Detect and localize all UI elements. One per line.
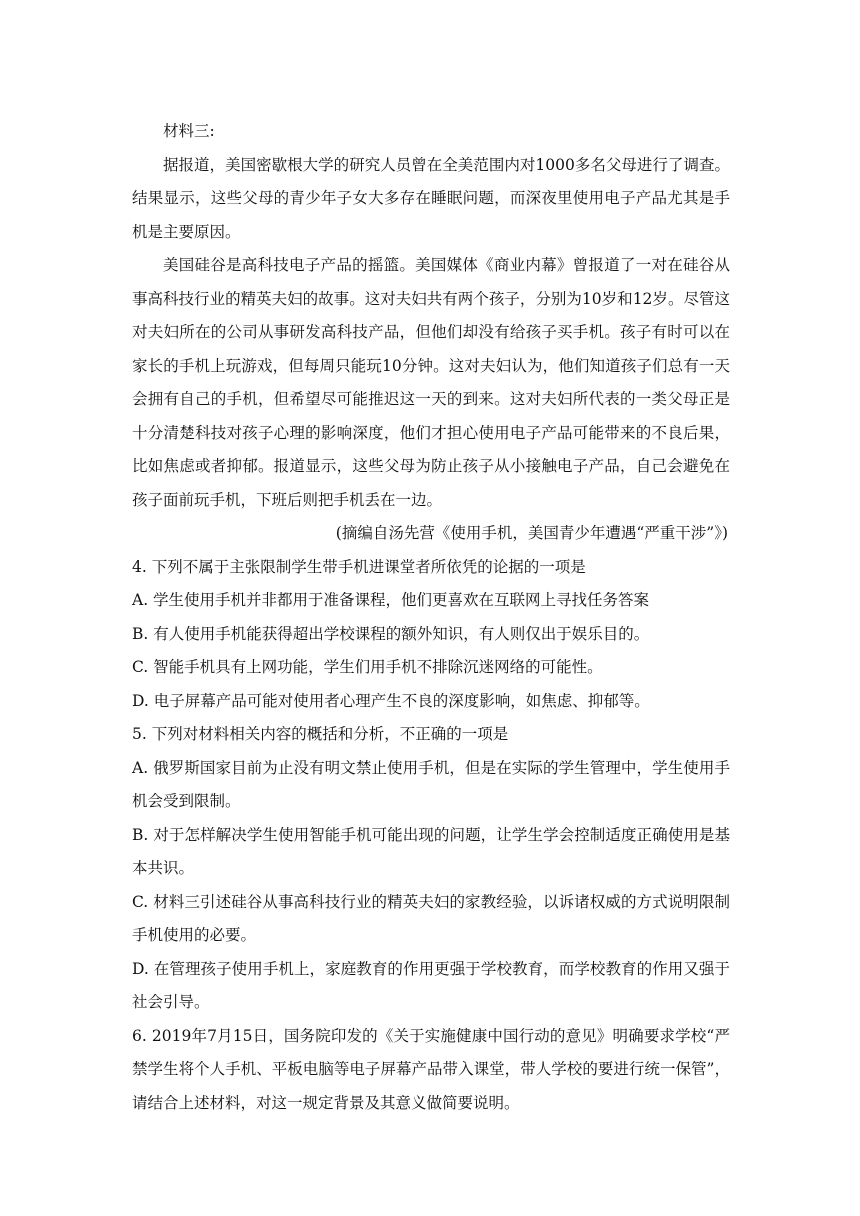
question-4-option-b: B. 有人使用手机能获得超出学校课程的额外知识，有人则仅出于娱乐目的。 [132,624,650,643]
question-5-option-c: C. 材料三引述硅谷从事高科技行业的精英夫妇的家教经验，以诉诸权威的方式说明限制手机使用的必要。 [132,892,730,944]
question-4-option-d: D. 电子屏幕产品可能对使用者心理产生不良的深度影响，如焦虑、抑郁等。 [132,691,650,710]
question-4-option-a: A. 学生使用手机并非都用于准备课程，他们更喜欢在互联网上寻找任务答案 [132,591,650,609]
question-5-option-b: B. 对于怎样解决学生使用智能手机可能出现的问题，让学生学会控制适度正确使用是基本共识。 [132,825,730,877]
material-paragraph-2: 美国硅谷是高科技电子产品的摇篮。美国媒体《商业内幕》曾报道了一对在硅谷从事高科技行业的精英夫妇的故事。这对夫妇共有两个孩子，分别为10岁和12岁。尽管这对夫妇所在的公司从事研发高科技产品，但他们却没有给孩子买手机。孩子有时可以在家长的手机上玩游戏，但每周只能玩10分钟。这对夫妇认为，他们知道孩子们总有一天会拥有自己的手机，但希望尽可能推迟这一天的到来。这对夫妇所代表的一类父母正是十分清楚科技对孩子心理的影响深度，他们才担心使用电子产品可能带来的不良后果，比如焦虑或者抑郁。报道显示，这些父母为防止孩子从小接触电子产品，自己会避免在孩子面前玩手机，下班后则把手机丢在一边。 [132,256,730,509]
document-content [132,115,730,1120]
question-5-stem: 5. 下列对材料相关内容的概括和分析，不正确的一项是 [132,725,509,743]
question-5-option-d: D. 在管理孩子使用手机上，家庭教育的作用更强于学校教育，而学校教育的作用又强于社会引导。 [132,959,730,1011]
material-paragraph-1: 据报道，美国密歇根大学的研究人员曾在全美范围内对1000多名父母进行了调查。结果显示，这些父母的青少年子女大多存在睡眠问题，而深夜里使用电子产品尤其是手机是主要原因。 [132,155,730,241]
source-citation: (摘编自汤先营《使用手机，美国青少年遭遇“严重干涉”》) [335,524,728,542]
question-4-option-c: C. 智能手机具有上网功能，学生们用手机不排除沉迷网络的可能性。 [132,658,603,676]
question-6-stem: 6. 2019年7月15日，国务院印发的《关于实施健康中国行动的意见》明确要求学校“严禁学生将个人手机、平板电脑等电子屏幕产品带入课堂，带人学校的要进行统一保管”，请结合上述材料，对这一规定背景及其意义做简要说明。 [132,1026,730,1112]
question-5-option-a: A. 俄罗斯国家目前为止没有明文禁止使用手机，但是在实际的学生管理中，学生使用手机会受到限制。 [132,758,730,810]
material-heading: 材料三: [163,122,215,140]
question-4-stem: 4. 下列不属于主张限制学生带手机进课堂者所依凭的论据的一项是 [132,557,586,576]
